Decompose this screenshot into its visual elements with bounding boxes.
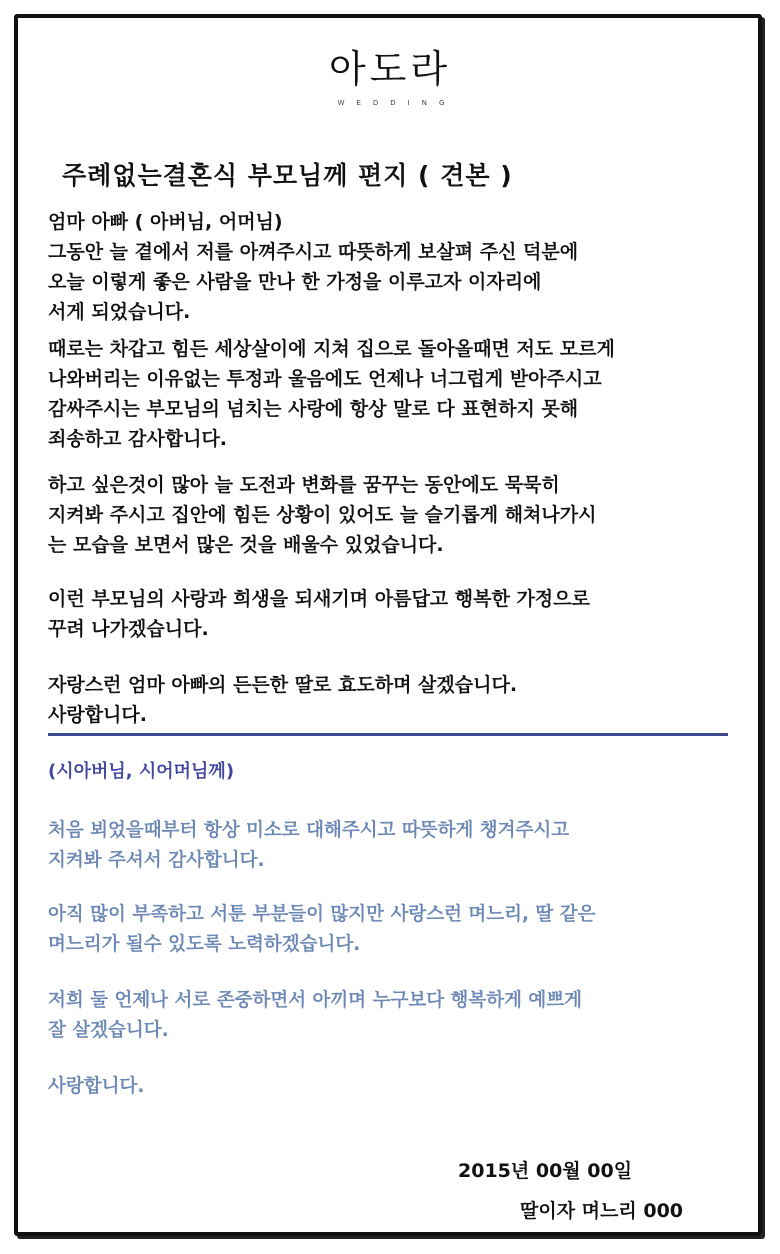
parents-paragraph-3: 하고 싶은것이 많아 늘 도전과 변화를 꿈꾸는 동안에도 묵묵히 지켜봐 주시고 집안에 힘든 상황이 있어도 늘 슬기롭게 해쳐나가시 는 모습을 보면서 많은 것을 배울수 있었습니다. [48, 474, 597, 556]
inlaws-paragraph-3: 저희 둘 언제나 서로 존중하면서 아끼며 누구보다 행복하게 예쁘게 잘 살겠습니다. [48, 990, 583, 1041]
section-divider [48, 733, 728, 736]
letter-date: 2015년 00월 00일 [458, 1160, 633, 1182]
inlaws-paragraph-4: 사랑합니다. [48, 1076, 145, 1097]
inlaws-paragraph-2: 아직 많이 부족하고 서툰 부분들이 많지만 사랑스런 며느리, 딸 같은 며느리가 될수 있도록 노력하겠습니다. [48, 904, 596, 955]
inlaws-heading: (시아버님, 시어머님께) [48, 761, 235, 782]
brand-logo [0, 38, 780, 107]
logo-subtitle: WEDDING [337, 99, 457, 107]
letter-title: 주례없는결혼식 부모님께 편지 ( 견본 ) [62, 161, 513, 190]
letter-signature: 딸이자 며느리 000 [520, 1200, 684, 1222]
parents-paragraph-4: 이런 부모님의 사랑과 희생을 되새기며 아름답고 행복한 가정으로 꾸려 나가겠습니다. [48, 588, 590, 640]
logo-script: 아도라 [328, 47, 452, 91]
inlaws-paragraph-1: 처음 뵈었을때부터 항상 미소로 대해주시고 따뜻하게 챙겨주시고 지켜봐 주셔서 감사합니다. [48, 820, 570, 871]
parents-paragraph-1: 엄마 아빠 ( 아버님, 어머님) 그동안 늘 곁에서 저를 아껴주시고 따뜻하게 보살펴 주신 덕분에 오늘 이렇게 좋은 사람을 만나 한 가정을 이루고자 이자리에 서게 되었습니다. [48, 211, 579, 323]
parents-paragraph-2: 때로는 차갑고 힘든 세상살이에 지쳐 집으로 돌아올때면 저도 모르게 나와버리는 이유없는 투정과 울음에도 언제나 너그럽게 받아주시고 감싸주시는 부모님의 넘치는 사랑에 항상 말로 다 표현하지 못해 죄송하고 감사합니다. [48, 338, 615, 450]
parents-paragraph-5: 자랑스런 엄마 아빠의 든든한 딸로 효도하며 살겠습니다. 사랑합니다. [48, 674, 518, 726]
